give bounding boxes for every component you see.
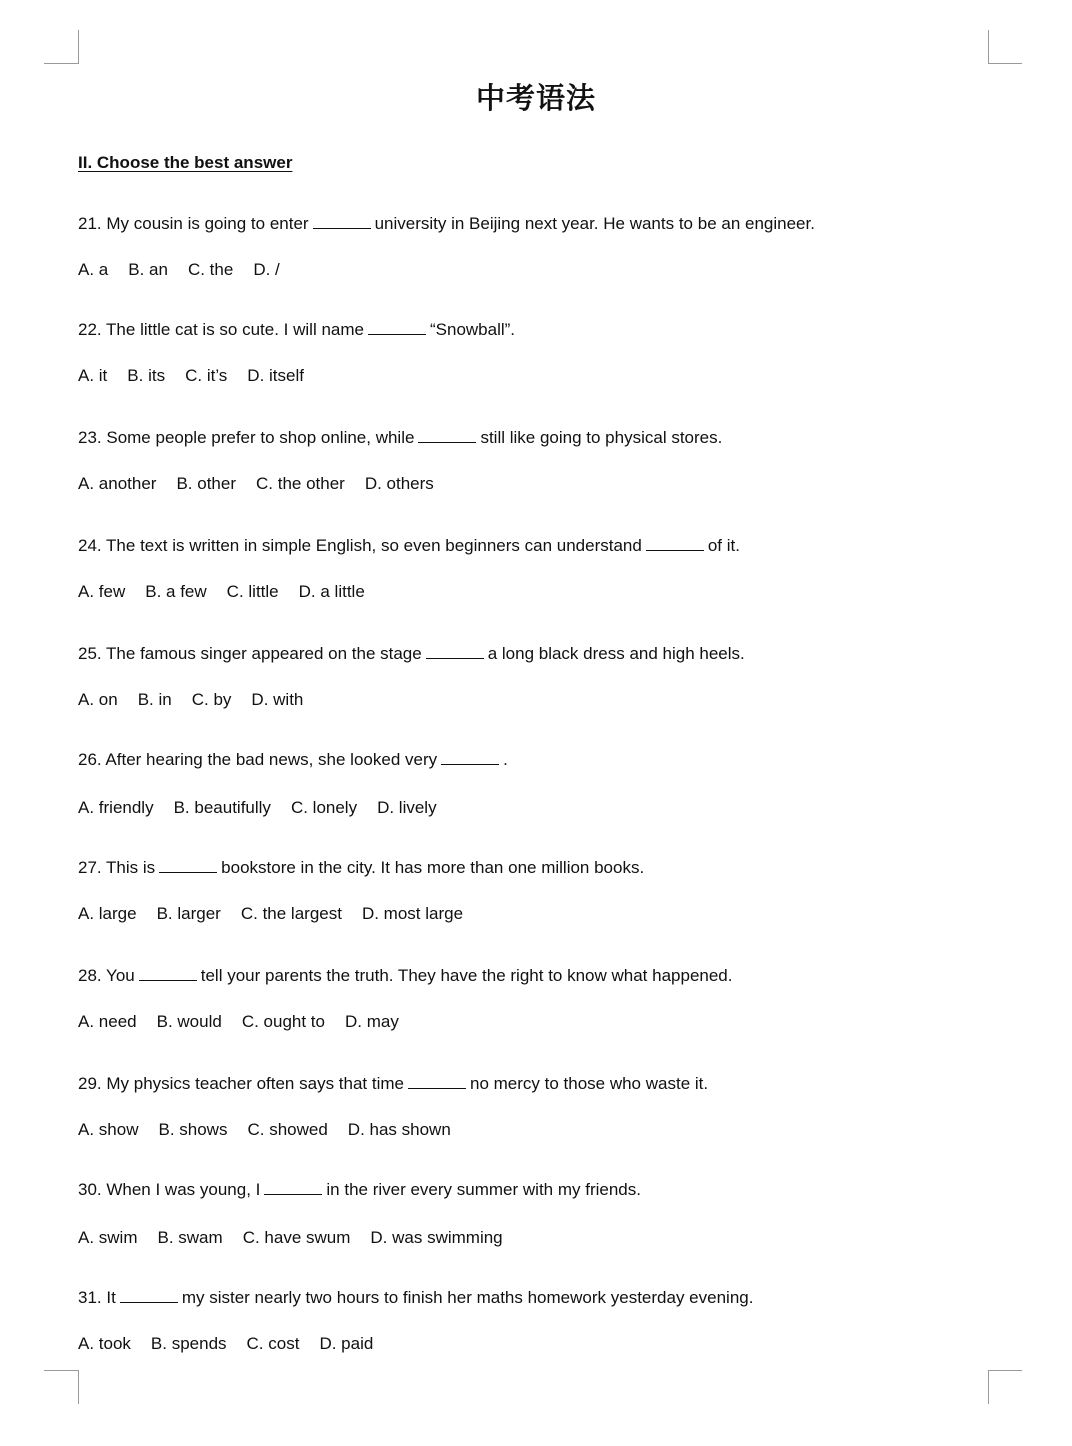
answer-option: A. it (78, 366, 108, 385)
crop-mark-bottom-right-h (988, 1370, 1022, 1371)
options-21 (78, 260, 300, 280)
question-text-after-blank: bookstore in the city. It has more than one million books. (221, 858, 645, 877)
answer-option: A. few (78, 582, 126, 601)
question-28 (78, 966, 733, 986)
answer-option: B. larger (156, 904, 221, 923)
answer-option: C. the (187, 260, 234, 279)
answer-option: D. with (251, 690, 304, 709)
crop-mark-bottom-left-v (78, 1370, 79, 1404)
answer-option: C. ought to (241, 1012, 325, 1031)
question-text-before-blank: 25. The famous singer appeared on the stage (78, 644, 422, 663)
answer-option: D. lively (377, 798, 437, 817)
answer-option: D. was swimming (370, 1228, 503, 1247)
answer-blank (646, 536, 704, 551)
question-text-before-blank: 21. My cousin is going to enter (78, 214, 309, 233)
answer-option: B. beautifully (173, 798, 271, 817)
options-22 (78, 366, 324, 386)
answer-option: C. it’s (185, 366, 228, 385)
question-27 (78, 858, 644, 878)
answer-option: C. lonely (290, 798, 358, 817)
answer-option: A. large (78, 904, 137, 923)
answer-option: D. most large (361, 904, 464, 923)
question-21 (78, 214, 815, 234)
question-text-before-blank: 28. You (78, 966, 135, 985)
question-text-after-blank: . (503, 750, 508, 769)
crop-mark-bottom-right-v (988, 1370, 989, 1404)
answer-option: B. other (176, 474, 236, 493)
question-text-after-blank: no mercy to those who waste it. (469, 1074, 709, 1093)
answer-option: D. itself (247, 366, 304, 385)
answer-option: B. its (127, 366, 166, 385)
answer-blank (441, 750, 499, 765)
answer-option: C. showed (247, 1120, 328, 1139)
options-28 (78, 1012, 419, 1032)
answer-option: C. the largest (240, 904, 342, 923)
answer-blank (408, 1074, 466, 1089)
answer-option: A. show (78, 1120, 139, 1139)
question-text-before-blank: 24. The text is written in simple English, so even beginners can understand (78, 536, 642, 555)
question-26 (78, 750, 508, 770)
question-text-before-blank: 22. The little cat is so cute. I will name (78, 320, 364, 339)
answer-option: D. may (344, 1012, 399, 1031)
answer-option: B. shows (158, 1120, 228, 1139)
answer-option: C. cost (246, 1334, 300, 1353)
answer-option: D. has shown (347, 1120, 451, 1139)
question-text-after-blank: tell your parents the truth. They have the right to know what happened. (200, 966, 733, 985)
answer-option: D. paid (319, 1334, 374, 1353)
question-text-before-blank: 27. This is (78, 858, 156, 877)
answer-option: A. took (78, 1334, 131, 1353)
crop-mark-top-left-v (78, 30, 79, 64)
answer-blank (313, 214, 371, 229)
question-30 (78, 1180, 641, 1200)
options-30 (78, 1228, 523, 1248)
answer-option: B. in (137, 690, 172, 709)
question-text-after-blank: of it. (707, 536, 740, 555)
answer-option: C. by (191, 690, 232, 709)
answer-option: D. / (253, 260, 280, 279)
answer-option: C. little (226, 582, 279, 601)
answer-option: D. a little (298, 582, 365, 601)
answer-option: C. have swum (242, 1228, 351, 1247)
answer-blank (418, 428, 476, 443)
answer-blank (139, 966, 197, 981)
answer-option: B. spends (150, 1334, 227, 1353)
crop-mark-top-right-h (988, 63, 1022, 64)
answer-blank (120, 1288, 178, 1303)
crop-mark-top-right-v (988, 30, 989, 64)
options-23 (78, 474, 454, 494)
question-text-after-blank: “Snowball”. (429, 320, 516, 339)
question-text-before-blank: 23. Some people prefer to shop online, while (78, 428, 415, 447)
answer-option: A. need (78, 1012, 137, 1031)
question-22 (78, 320, 515, 340)
question-text-before-blank: 26. After hearing the bad news, she looked very (78, 750, 438, 769)
crop-mark-bottom-left-h (44, 1370, 78, 1371)
answer-option: D. others (364, 474, 434, 493)
question-29 (78, 1074, 708, 1094)
answer-option: A. friendly (78, 798, 154, 817)
question-text-after-blank: my sister nearly two hours to finish her maths homework yesterday evening. (181, 1288, 754, 1307)
question-text-after-blank: a long black dress and high heels. (487, 644, 745, 663)
answer-option: B. a few (145, 582, 207, 601)
question-text-after-blank: still like going to physical stores. (480, 428, 723, 447)
question-31 (78, 1288, 753, 1308)
answer-blank (368, 320, 426, 335)
answer-option: B. an (128, 260, 168, 279)
options-29 (78, 1120, 471, 1140)
crop-mark-top-left-h (44, 63, 78, 64)
options-27 (78, 904, 483, 924)
answer-option: B. swam (157, 1228, 223, 1247)
question-25 (78, 644, 745, 664)
options-26 (78, 798, 457, 818)
question-23 (78, 428, 722, 448)
question-text-before-blank: 29. My physics teacher often says that time (78, 1074, 404, 1093)
options-31 (78, 1334, 393, 1354)
answer-option: B. would (156, 1012, 222, 1031)
answer-option: A. on (78, 690, 118, 709)
question-text-after-blank: in the river every summer with my friends. (326, 1180, 641, 1199)
options-25 (78, 690, 323, 710)
answer-option: A. swim (78, 1228, 138, 1247)
question-24 (78, 536, 740, 556)
answer-blank (159, 858, 217, 873)
answer-blank (264, 1180, 322, 1195)
answer-option: A. another (78, 474, 157, 493)
page-title: 中考语法 (475, 81, 596, 115)
answer-option: C. the other (256, 474, 345, 493)
question-text-before-blank: 30. When I was young, I (78, 1180, 261, 1199)
question-text-before-blank: 31. It (78, 1288, 116, 1307)
answer-blank (426, 644, 484, 659)
question-text-after-blank: university in Beijing next year. He wants to be an engineer. (374, 214, 815, 233)
section-heading: II. Choose the best answer (78, 153, 293, 172)
options-24 (78, 582, 385, 602)
answer-option: A. a (78, 260, 109, 279)
